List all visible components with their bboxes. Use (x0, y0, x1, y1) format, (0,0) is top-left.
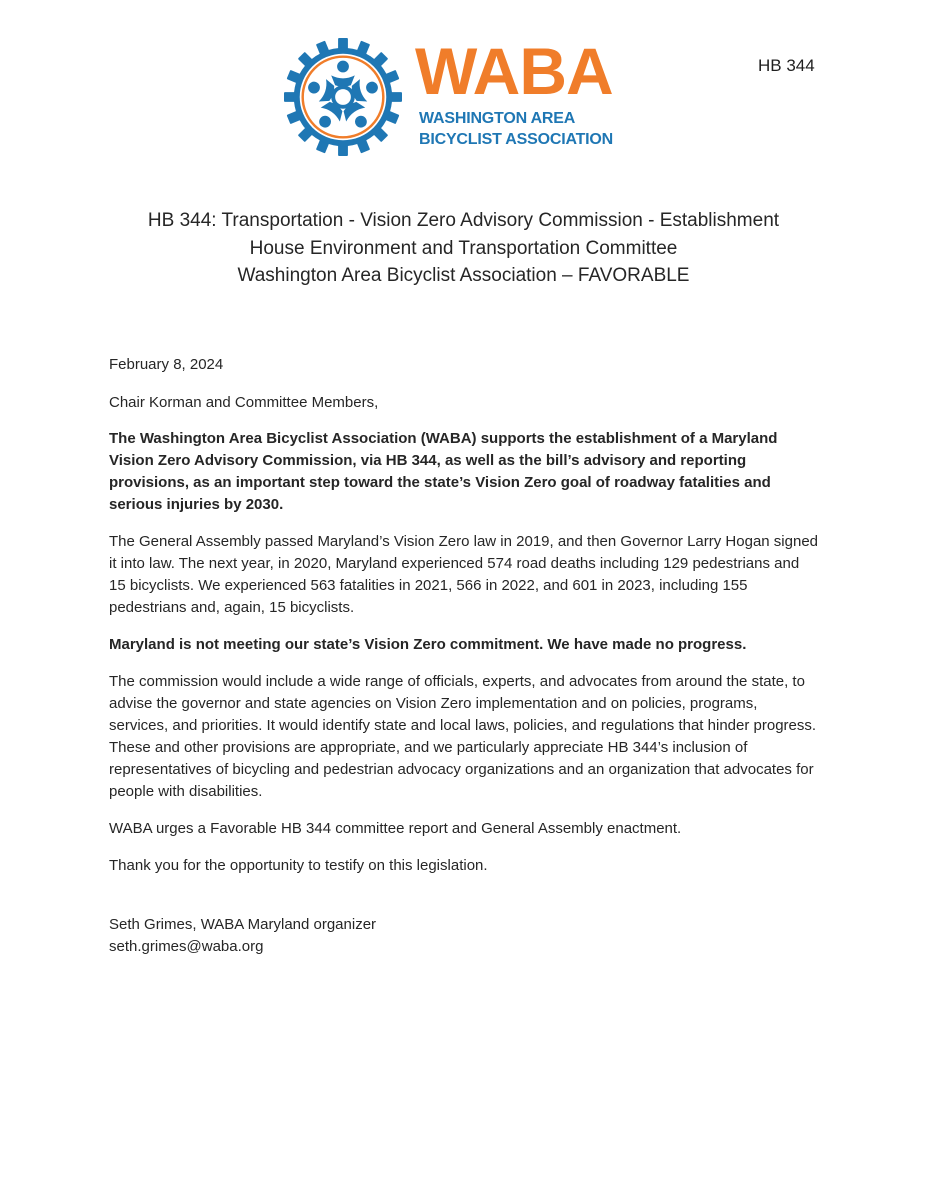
paragraph-text: Maryland is not meeting our state’s Vision Zero commitment. We have made no progress. (109, 636, 747, 653)
paragraph-request (109, 818, 819, 840)
signature-email[interactable]: seth.grimes@waba.org (109, 938, 264, 955)
paragraph-position-statement (109, 428, 819, 516)
logo-subtitle-line2: BICYCLIST ASSOCIATION (419, 131, 614, 148)
paragraph-text: The General Assembly passed Maryland’s Vision Zero law in 2019, and then Governor Larry Hogan signed it into law. The next year, in 2020, Maryland experienced 574 road deaths including 129 pedestrians and 15 bicyclists. We experienced 563 fatalities in 2021, 566 in 2022, and 601 in 2023, including 155 pedestrians and, again, 15 bicyclists. (109, 533, 819, 616)
paragraph-commission (109, 671, 819, 803)
paragraph-text: The Washington Area Bicyclist Association (WABA) supports the establishment of a Maryland Vision Zero Advisory Commission, via HB 344, as well as the bill’s advisory and reporting provisions, as an important step toward the state’s Vision Zero goal of roadway fatalities and serious injuries by 2030. (109, 430, 778, 513)
paragraph-text: WABA urges a Favorable HB 344 committee report and General Assembly enactment. (109, 820, 682, 837)
header-committee: House Environment and Transportation Committee (249, 237, 678, 259)
paragraph-text: The commission would include a wide range of officials, experts, and advocates from around the state, to advise the governor and state agencies on Vision Zero implementation and on policies, programs, services, and priorities. It would identify state and local laws, policies, and regulations that hinder progress. These and other provisions are appropriate, and we particularly appreciate HB 344’s inclusion of representatives of bicycling and pedestrian advocacy organizations and an organization that advocates for people with disabilities. (109, 673, 817, 800)
document-header (0, 207, 927, 290)
letter-salutation: Chair Korman and Committee Members, (109, 394, 379, 411)
paragraph-thanks (109, 855, 819, 877)
paragraph-commitment (109, 634, 819, 656)
waba-logo (284, 34, 614, 158)
header-bill-title: HB 344: Transportation - Vision Zero Advisory Commission - Establishment (147, 210, 780, 231)
logo-wordmark: WABA (415, 34, 613, 108)
letter-date: February 8, 2024 (109, 356, 224, 373)
signature-block (109, 914, 819, 958)
bicycle-gear-people-icon (284, 38, 402, 156)
signature-name: Seth Grimes, WABA Maryland organizer (109, 916, 377, 933)
paragraph-text: Thank you for the opportunity to testify on this legislation. (109, 857, 488, 874)
page-id: HB 344 (758, 56, 815, 75)
paragraph-history (109, 531, 819, 619)
logo-subtitle-line1: WASHINGTON AREA (419, 110, 576, 127)
header-position: Washington Area Bicyclist Association – FAVORABLE (237, 265, 690, 286)
